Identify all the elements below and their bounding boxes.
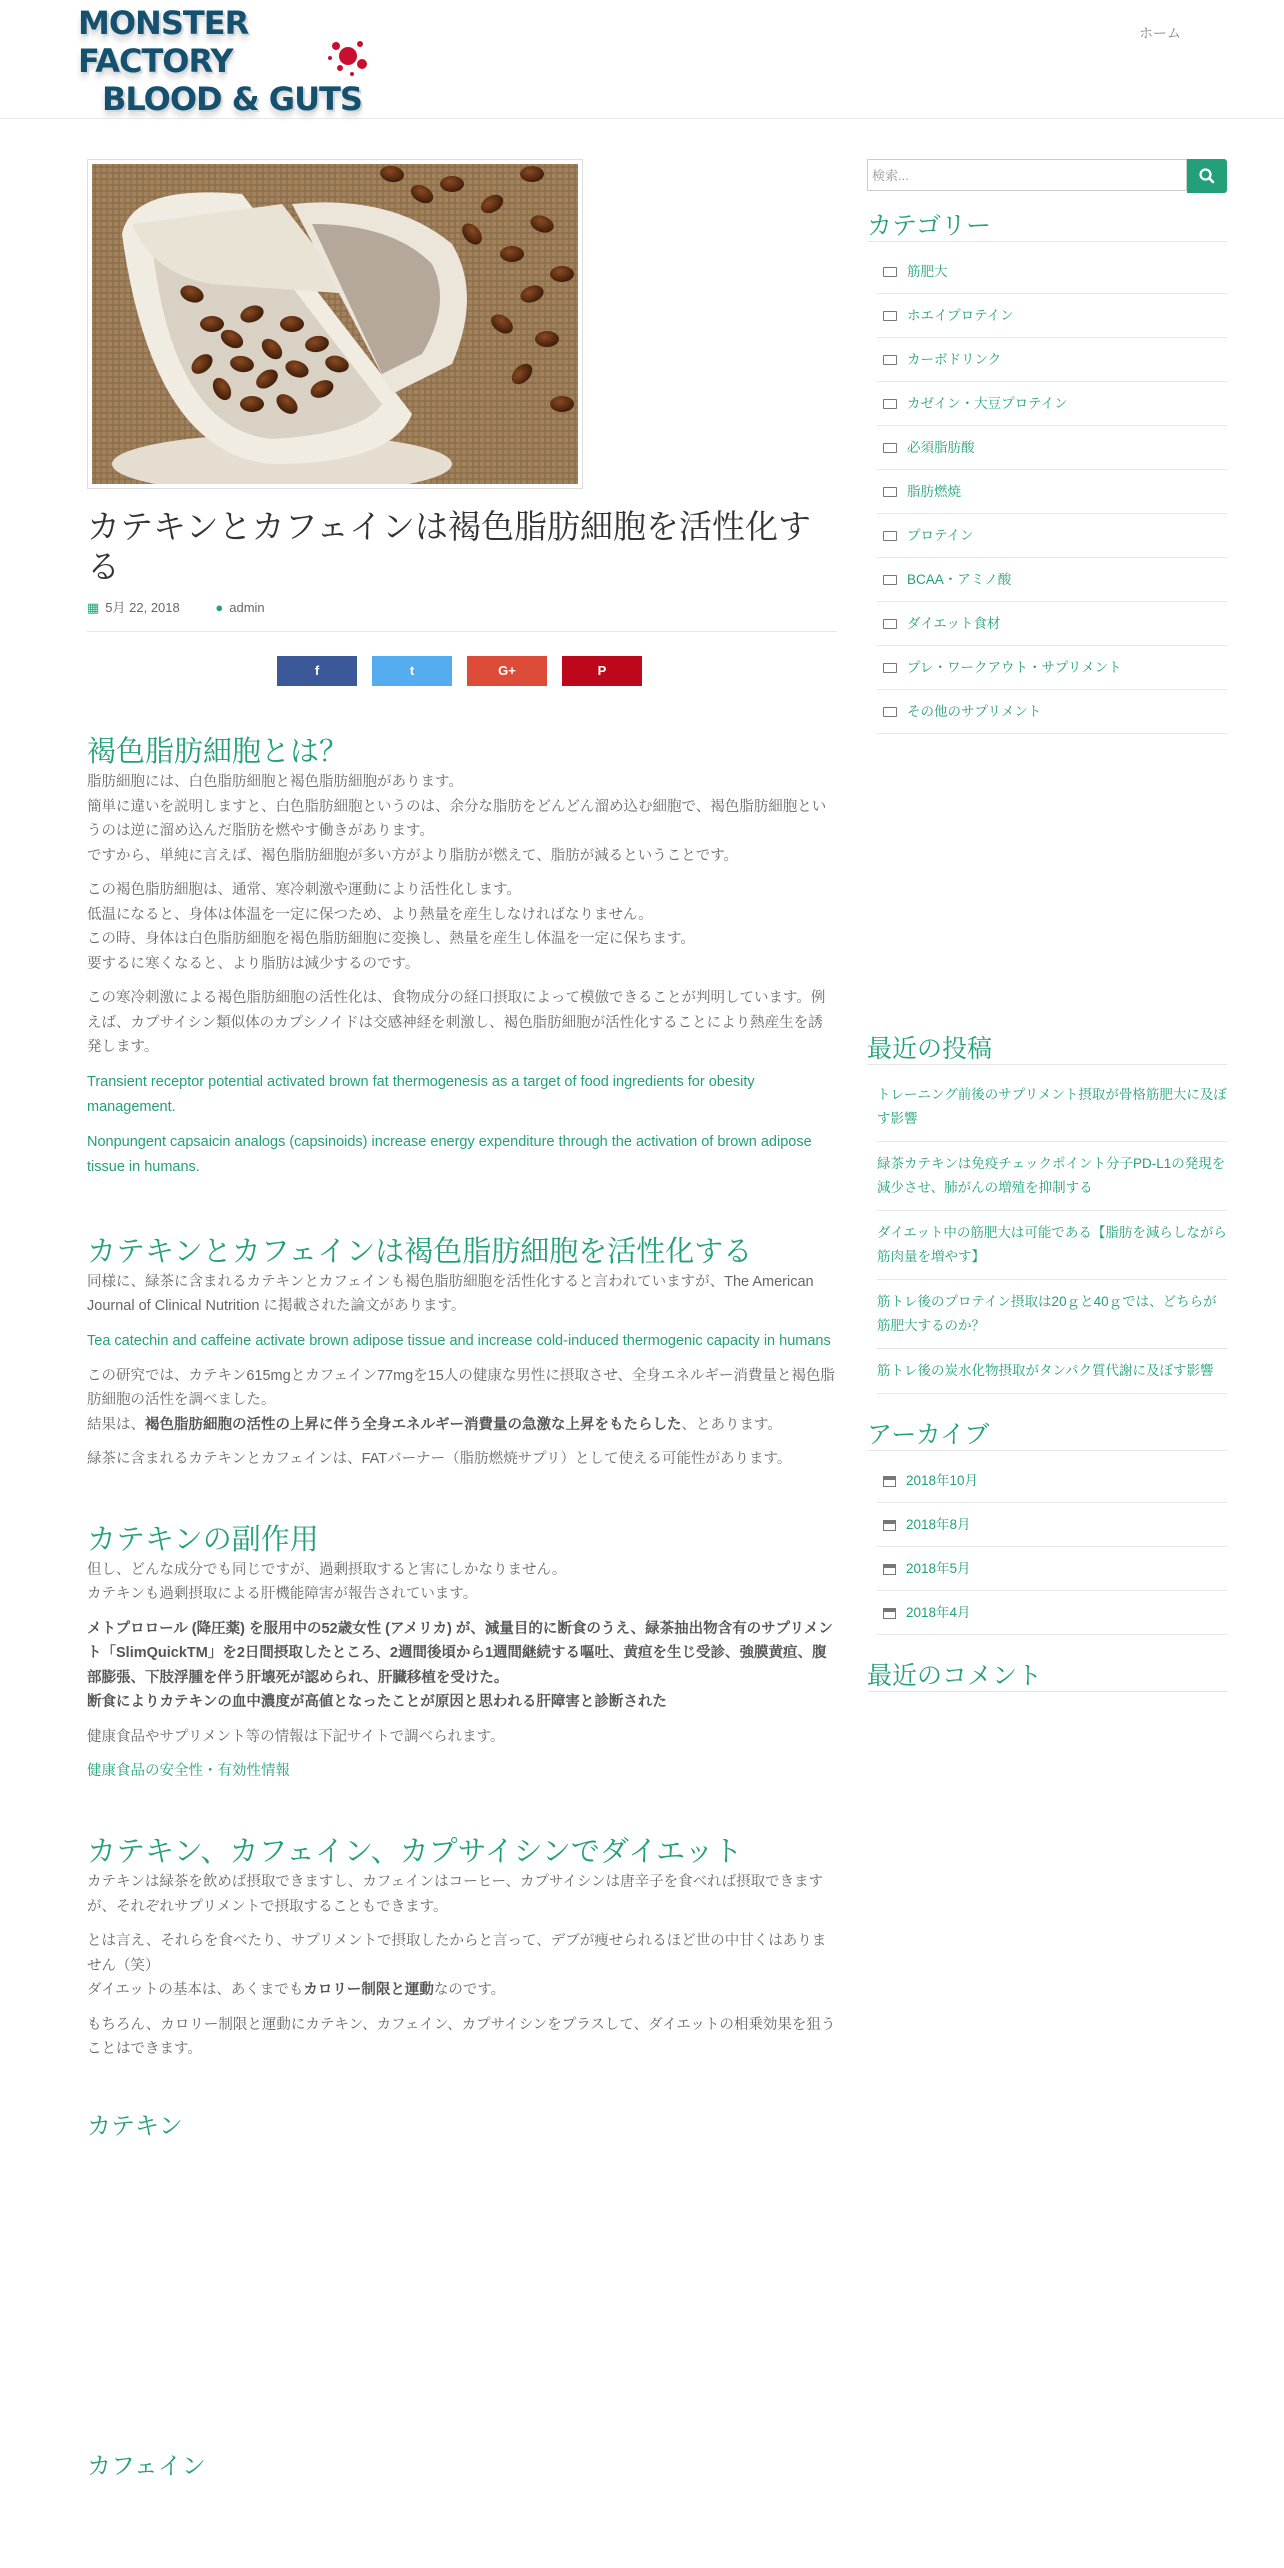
recent-post-link[interactable]: 筋トレ後のプロテイン摂取は20ｇと40ｇでは、どちらが筋肥大するのか？ (877, 1280, 1227, 1349)
category-item[interactable] (877, 338, 1227, 382)
archive-label: 2018年5月 (906, 1561, 971, 1576)
facebook-share-button[interactable]: f (277, 656, 357, 686)
calendar-icon (883, 1608, 896, 1619)
text-line: ダイエットの基本は、あくまでも (87, 1982, 304, 1998)
category-item[interactable] (877, 470, 1227, 514)
section-heading: カテキンとカフェインは褐色脂肪細胞を活性化する (87, 1235, 753, 1268)
text-line: 脂肪細胞には、白色脂肪細胞と褐色脂肪細胞があります。 (87, 774, 463, 790)
category-item[interactable] (877, 514, 1227, 558)
category-label: 脂肪燃焼 (907, 484, 961, 499)
section-heading: カテキン、カフェイン、カプサイシンでダイエット (87, 1836, 743, 1868)
category-item[interactable] (877, 690, 1227, 734)
text-line: ですから、単純に言えば、褐色脂肪細胞が多い方がより脂肪が燃えて、脂肪が減るということです。 (87, 847, 739, 864)
widget-title: 最近の投稿 (867, 1034, 1227, 1065)
calendar-icon (883, 1520, 896, 1531)
recent-post-link[interactable]: ダイエット中の筋肥大は可能である【脂肪を減らしながら筋肉量を増やす】 (877, 1211, 1227, 1280)
paragraph (87, 1929, 837, 2003)
reference-link[interactable]: 健康食品の安全性・有効性情報 (87, 1763, 290, 1779)
widget-title: カテゴリー (867, 211, 1227, 242)
category-label: その他のサプリメント (907, 704, 1042, 719)
search-input[interactable]: 検索... (867, 159, 1187, 191)
recent-posts-widget (867, 1034, 1227, 1394)
reference-link[interactable]: Transient receptor potential activated brown fat thermogenesis as a target of food ingredients for obesity management. (87, 1073, 755, 1115)
pinterest-share-button[interactable]: P (562, 656, 642, 686)
paragraph (87, 1364, 837, 1438)
section-heading: カテキンの副作用 (87, 1523, 319, 1556)
text-line: 但し、どんな成分でも同じですが、過剰摂取すると害にしかなりません。 (87, 1561, 567, 1578)
folder-icon (883, 531, 897, 541)
recent-post-link[interactable]: 緑茶カテキンは免疫チェックポイント分子PD-L1の発現を減少させ、肺がんの増殖を抑制する (877, 1142, 1227, 1211)
calendar-icon (883, 1564, 896, 1575)
folder-icon (883, 487, 897, 497)
text-line: この褐色脂肪細胞は、通常、寒冷刺激や運動により活性化します。 (87, 882, 521, 898)
post-meta (87, 597, 837, 632)
category-label: BCAA・アミノ酸 (907, 572, 1012, 587)
category-label: カーボドリンク (907, 352, 1002, 367)
archive-label: 2018年10月 (906, 1473, 979, 1488)
text-line: 簡単に違いを説明しますと、白色脂肪細胞というのは、余分な脂肪をどんどん溜め込む細胞で、褐色脂肪細胞というのは逆に溜め込んだ脂肪を燃やす働きがあります。 (87, 798, 827, 839)
logo-line-2: BLOOD & GUTS (102, 80, 362, 118)
post-author-text: admin (229, 600, 265, 615)
widget-title: アーカイブ (867, 1420, 1227, 1451)
category-label: プロテイン (907, 528, 974, 543)
recent-comments-widget (867, 1661, 1227, 1692)
folder-icon (883, 355, 897, 365)
folder-icon (883, 399, 897, 409)
subsection-heading: カフェイン (87, 2452, 206, 2480)
section-heading: 褐色脂肪細胞とは？ (87, 736, 349, 768)
archives-widget (867, 1420, 1227, 1635)
category-item[interactable] (877, 602, 1227, 646)
paragraph (87, 878, 837, 976)
paragraph (87, 1558, 837, 1607)
text-line: 結果は、 (87, 1416, 145, 1433)
site-logo[interactable] (78, 4, 372, 118)
archive-item[interactable] (877, 1547, 1227, 1591)
recent-post-link[interactable]: 筋トレ後の炭水化物摂取がタンパク質代謝に及ぼす影響 (877, 1349, 1227, 1394)
post-article (87, 159, 837, 2482)
paragraph: この寒冷刺激による褐色脂肪細胞の活性化は、食物成分の経口摂取によって模倣できることが判明しています。例えば、カプサイシン類似体のカプシノイドは交感神経を刺激し、褐色脂肪細胞が活性化することにより熱産生を誘発します。 (87, 990, 826, 1055)
category-item[interactable] (877, 558, 1227, 602)
reference-link[interactable]: Tea catechin and caffeine activate brown adipose tissue and increase cold-induced thermogenic capacity in humans (87, 1332, 831, 1349)
category-item[interactable] (877, 646, 1227, 690)
category-item[interactable] (877, 426, 1227, 470)
search-form (867, 159, 1227, 193)
paragraph: 緑茶に含まれるカテキンとカフェインは、FATバーナー（脂肪燃焼サプリ）として使える可能性があります。 (87, 1451, 792, 1467)
text-line: 低温になると、身体は体温を一定に保つため、より熱量を産生しなければなりません。 (87, 906, 653, 923)
text-line: 要するに寒くなると、より脂肪は減少するのです。 (87, 955, 420, 972)
user-icon: ● (215, 600, 224, 615)
category-item[interactable] (877, 294, 1227, 338)
category-label: 筋肥大 (907, 264, 948, 279)
archive-label: 2018年8月 (906, 1517, 971, 1532)
section-diet (87, 1834, 837, 2062)
bold-text: カロリー制限と運動 (303, 1982, 434, 1998)
gplus-share-button[interactable]: G+ (467, 656, 547, 686)
post-author[interactable] (215, 600, 280, 615)
post-title: カテキンとカフェインは褐色脂肪細胞を活性化する (87, 508, 812, 585)
text-line: 、とあります。 (681, 1416, 782, 1433)
subsection-heading: カテキン (87, 2112, 183, 2140)
widget-title: 最近のコメント (867, 1661, 1227, 1692)
reference-link[interactable]: Nonpungent capsaicin analogs (capsinoids) increase energy expenditure through the activation of brown adipose tissue in humans. (87, 1133, 812, 1175)
share-buttons (277, 656, 837, 686)
section-side-effects (87, 1522, 837, 1785)
paragraph (87, 1617, 837, 1715)
paragraph: 健康食品やサプリメント等の情報は下記サイトで調べられます。 (87, 1728, 505, 1745)
categories-widget (867, 211, 1227, 734)
text-line: この研究では、カテキン615mgとカフェイン77mgを15人の健康な男性に摂取させ、全身エネルギー消費量と褐色脂肪細胞の活性を調べました。 (87, 1367, 835, 1408)
featured-image (87, 159, 583, 489)
category-label: ダイエット食材 (907, 616, 1001, 631)
section-brown-fat (87, 734, 837, 1180)
calendar-icon (883, 1476, 896, 1487)
archive-item[interactable] (877, 1459, 1227, 1503)
category-label: 必須脂肪酸 (907, 440, 975, 455)
category-item[interactable] (877, 382, 1227, 426)
recent-post-link[interactable]: トレーニング前後のサプリメント摂取が骨格筋肥大に及ぼす影響 (877, 1073, 1227, 1142)
text-line: この時、身体は白色脂肪細胞を褐色脂肪細胞に変換し、熱量を産生し体温を一定に保ちます。 (87, 931, 695, 947)
recent-posts-list (877, 1073, 1227, 1394)
category-label: ホエイプロテイン (907, 308, 1014, 323)
folder-icon (883, 443, 897, 453)
subsection-caffeine (87, 2452, 837, 2482)
archive-list (877, 1459, 1227, 1635)
coffee-cup-image (92, 164, 578, 484)
search-button[interactable] (1187, 159, 1227, 193)
subsection-catechin (87, 2112, 837, 2142)
folder-icon (883, 663, 897, 673)
category-item[interactable] (877, 250, 1227, 294)
text-line: カテキンも過剰摂取による肝機能障害が報告されています。 (87, 1586, 478, 1602)
search-icon (1187, 159, 1227, 193)
paragraph: 同様に、緑茶に含まれるカテキンとカフェインも褐色脂肪細胞を活性化すると言われていますが、The American Journal of Clinical Nutrition に掲載された論文があります。 (87, 1273, 814, 1314)
archive-item[interactable] (877, 1591, 1227, 1635)
folder-icon (883, 707, 897, 717)
paragraph: もちろん、カロリー制限と運動にカテキン、カフェイン、カプサイシンをプラスして、ダイエットの相乗効果を狙うことはできます。 (87, 2016, 836, 2057)
post-date (87, 600, 196, 615)
section-catechin-caffeine (87, 1234, 837, 1472)
category-label: カゼイン・大豆プロテイン (907, 396, 1068, 411)
category-list (877, 250, 1227, 734)
text-line: とは言え、それらを食べたり、サプリメントで摂取したからと言って、デブが痩せられるほど世の中甘くはありません（笑） (87, 1933, 827, 1974)
bold-text: 褐色脂肪細胞の活性の上昇に伴う全身エネルギー消費量の急激な上昇をもたらした (145, 1416, 682, 1433)
category-label: プレ・ワークアウト・サプリメント (907, 660, 1122, 675)
folder-icon (883, 311, 897, 321)
blood-splatter-icon (326, 34, 372, 80)
site-header (0, 0, 1284, 119)
archive-item[interactable] (877, 1503, 1227, 1547)
archive-label: 2018年4月 (906, 1605, 971, 1620)
calendar-icon: ▦ (87, 600, 100, 615)
post-date-text: 5月 22, 2018 (105, 600, 180, 615)
folder-icon (883, 575, 897, 585)
paragraph: カテキンは緑茶を飲めば摂取できますし、カフェインはコーヒー、カプサイシンは唐辛子を食べれば摂取できますが、それぞれサプリメントで摂取することもできます。 (87, 1874, 824, 1915)
bold-text: メトプロロール (降圧薬) を服用中の52歳女性 (アメリカ) が、減量目的に断食のうえ、緑茶抽出物含有のサプリメント「SlimQuickTM」を2日間摂取したところ、2週間後頃から1週間継続する嘔吐、黄疸を生じ受診、強膜黄疸、腹部膨張、下肢浮腫を伴う肝壊死が認められ、肝臓移植を受けた。 (87, 1620, 833, 1686)
nav-home-link[interactable]: ホーム (1139, 25, 1181, 41)
paragraph (87, 770, 837, 868)
bold-text: 断食によりカテキンの血中濃度が高値となったことが原因と思われる肝障害と診断された (87, 1694, 667, 1710)
folder-icon (883, 619, 897, 629)
twitter-share-button[interactable]: t (372, 656, 452, 686)
text-line: なのです。 (433, 1982, 506, 1998)
folder-icon (883, 267, 897, 277)
sidebar (867, 159, 1227, 1692)
logo-line-1: MONSTER FACTORY (78, 4, 249, 80)
